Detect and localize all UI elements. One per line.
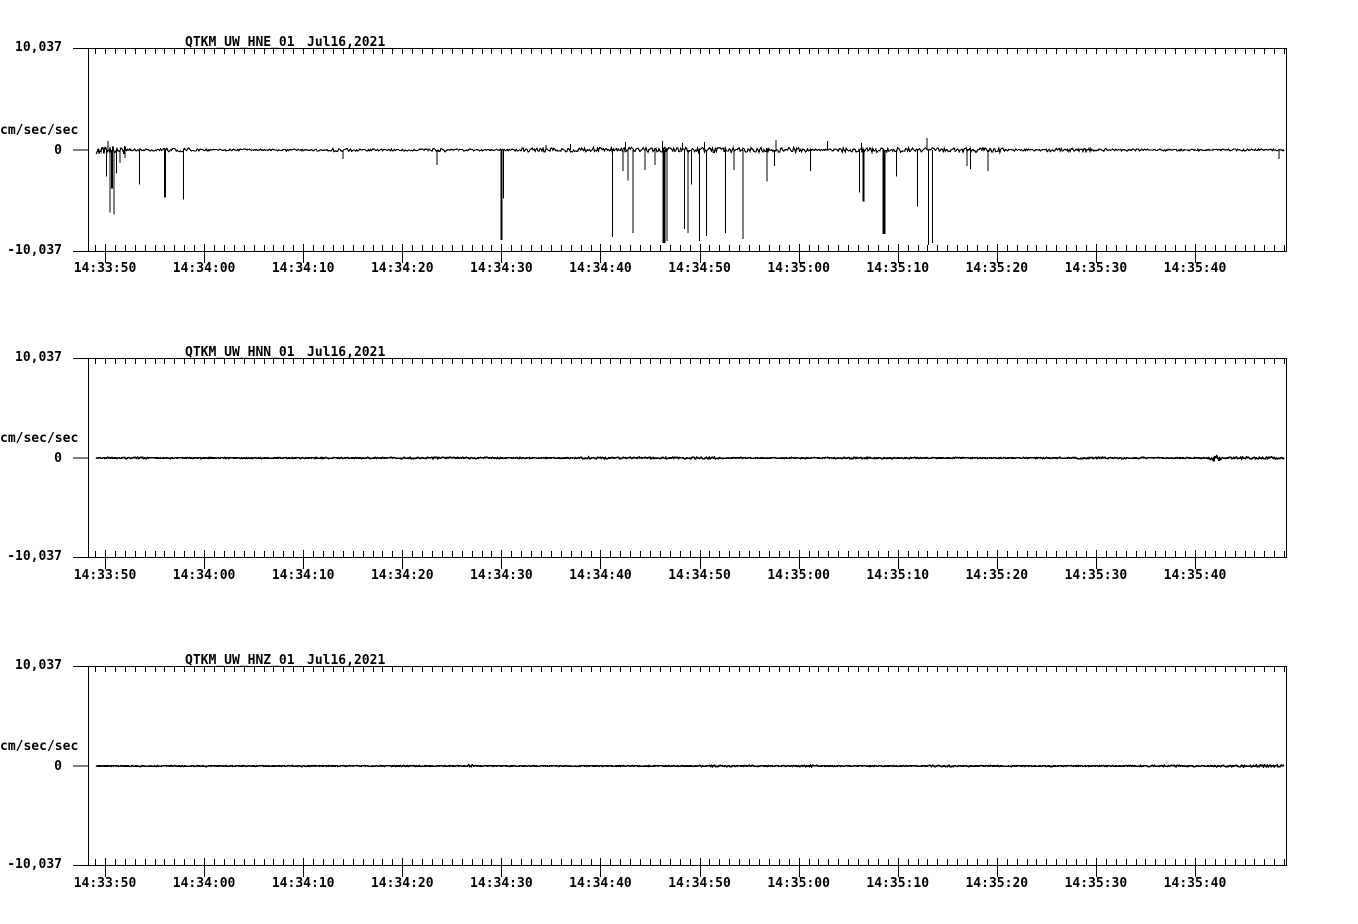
x-tick-label: 14:35:40 xyxy=(1163,876,1227,891)
x-tick-label: 14:34:40 xyxy=(569,876,632,891)
x-tick-label: 14:35:30 xyxy=(1064,876,1128,891)
y-axis-units: cm/sec/sec xyxy=(0,739,79,754)
y-tick-zero: 0 xyxy=(54,143,62,158)
station-channel-label: QTKM_UW_HNN_01 xyxy=(185,345,295,360)
waveform-trace xyxy=(96,765,1284,767)
y-tick-min: -10,037 xyxy=(7,243,62,258)
x-tick-label: 14:34:30 xyxy=(470,876,533,891)
x-tick-label: 14:33:50 xyxy=(73,261,137,276)
x-tick-label: 14:35:20 xyxy=(965,876,1029,891)
date-label: Jul16,2021 xyxy=(307,345,386,360)
y-tick-max: 10,037 xyxy=(15,658,62,673)
x-tick-label: 14:35:30 xyxy=(1064,568,1128,583)
x-tick-label: 14:34:30 xyxy=(470,568,533,583)
seismogram-plot xyxy=(73,666,1287,877)
station-channel-label: QTKM_UW_HNE_01 xyxy=(185,35,295,50)
x-tick-label: 14:35:00 xyxy=(767,876,830,891)
x-tick-label: 14:34:00 xyxy=(172,568,236,583)
x-tick-label: 14:35:20 xyxy=(965,568,1029,583)
x-tick-label: 14:35:20 xyxy=(965,261,1029,276)
x-tick-label: 14:34:20 xyxy=(370,568,434,583)
x-tick-label: 14:34:10 xyxy=(271,568,335,583)
x-tick-label: 14:34:00 xyxy=(172,876,236,891)
x-tick-label: 14:35:00 xyxy=(767,568,830,583)
x-tick-label: 14:34:40 xyxy=(569,568,632,583)
x-tick-label: 14:34:40 xyxy=(569,261,632,276)
x-tick-label: 14:33:50 xyxy=(73,876,137,891)
station-channel-label: QTKM_UW_HNZ_01 xyxy=(185,653,295,668)
x-tick-label: 14:35:10 xyxy=(866,261,930,276)
date-label: Jul16,2021 xyxy=(307,35,386,50)
x-tick-label: 14:34:50 xyxy=(668,568,731,583)
y-tick-zero: 0 xyxy=(54,451,62,466)
x-tick-label: 14:34:10 xyxy=(271,876,335,891)
x-tick-label: 14:34:20 xyxy=(370,261,434,276)
y-axis-units: cm/sec/sec xyxy=(0,123,79,138)
x-tick-label: 14:33:50 xyxy=(73,568,137,583)
x-tick-label: 14:35:00 xyxy=(767,261,830,276)
y-axis-units: cm/sec/sec xyxy=(0,431,79,446)
y-tick-min: -10,037 xyxy=(7,549,62,564)
x-tick-label: 14:35:30 xyxy=(1064,261,1128,276)
x-tick-label: 14:35:40 xyxy=(1163,568,1227,583)
date-label: Jul16,2021 xyxy=(307,653,386,668)
waveform-trace xyxy=(96,146,1284,154)
x-tick-label: 14:34:20 xyxy=(370,876,434,891)
y-tick-max: 10,037 xyxy=(15,350,62,365)
seismogram-plot xyxy=(73,358,1287,569)
x-tick-label: 14:34:00 xyxy=(172,261,236,276)
x-tick-label: 14:34:50 xyxy=(668,876,731,891)
x-tick-label: 14:34:10 xyxy=(271,261,335,276)
x-tick-label: 14:35:10 xyxy=(866,876,930,891)
x-tick-label: 14:34:30 xyxy=(470,261,533,276)
waveform-trace xyxy=(96,456,1284,460)
x-tick-label: 14:35:10 xyxy=(866,568,930,583)
y-tick-max: 10,037 xyxy=(15,40,62,55)
x-tick-label: 14:35:40 xyxy=(1163,261,1227,276)
x-tick-label: 14:34:50 xyxy=(668,261,731,276)
seismogram-plot xyxy=(73,48,1287,263)
y-tick-min: -10,037 xyxy=(7,857,62,872)
y-tick-zero: 0 xyxy=(54,759,62,774)
